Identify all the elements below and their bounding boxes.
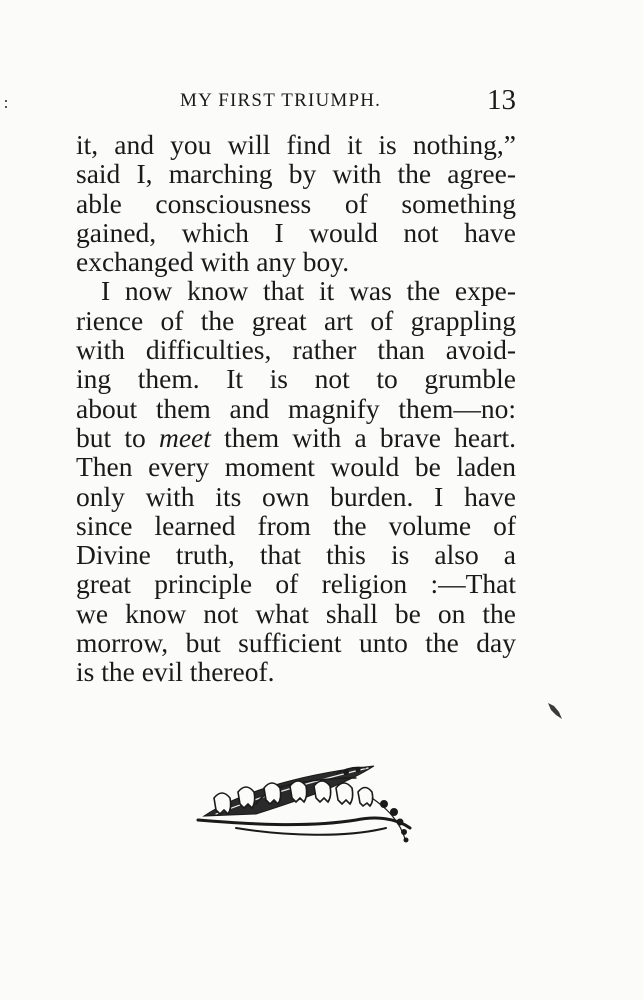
body-text	[76, 130, 516, 687]
text-line: great principle of religion :—That	[76, 568, 516, 600]
running-title: MY FIRST TRIUMPH.	[180, 90, 382, 111]
text-line: is the evil thereof.	[76, 656, 275, 688]
text-line-with-emphasis	[76, 423, 516, 452]
text-line: gained, which I would not have	[76, 216, 516, 248]
text-line: morrow, but sufficient unto the day	[76, 627, 516, 659]
text-line: ing them. It is not to grumble	[76, 363, 516, 395]
lily-of-the-valley-tailpiece-icon	[196, 758, 418, 848]
ink-speck-icon	[545, 700, 565, 722]
text-line: about them and magnify them—no:	[76, 392, 516, 424]
text-line: rience of the great art of grappling	[76, 304, 516, 336]
text-line: said I, marching by with the agree-	[76, 158, 516, 190]
text-line: exchanged with any boy.	[76, 246, 350, 278]
ink-speck-icon	[4, 100, 8, 110]
text-line: Then every moment would be laden	[76, 451, 516, 483]
text-line: since learned from the volume of	[76, 509, 516, 541]
emphasized-word: meet	[158, 421, 211, 453]
page-number: 13	[487, 84, 516, 116]
text-line: Divine truth, that this is also a	[76, 539, 516, 571]
text-line: it, and you will find it is nothing,”	[76, 129, 516, 160]
text-line: I now know that it was the expe-	[101, 275, 516, 307]
text-line: we know not what shall be on the	[76, 597, 516, 629]
text-line: only with its own burden. I have	[76, 480, 516, 512]
text-line: able consciousness of something	[76, 187, 516, 219]
text-line: with difficulties, rather than avoid-	[76, 334, 516, 366]
text-fragment: but to	[76, 421, 159, 453]
text-fragment: them with a brave heart.	[210, 421, 516, 453]
page-header	[76, 84, 516, 118]
